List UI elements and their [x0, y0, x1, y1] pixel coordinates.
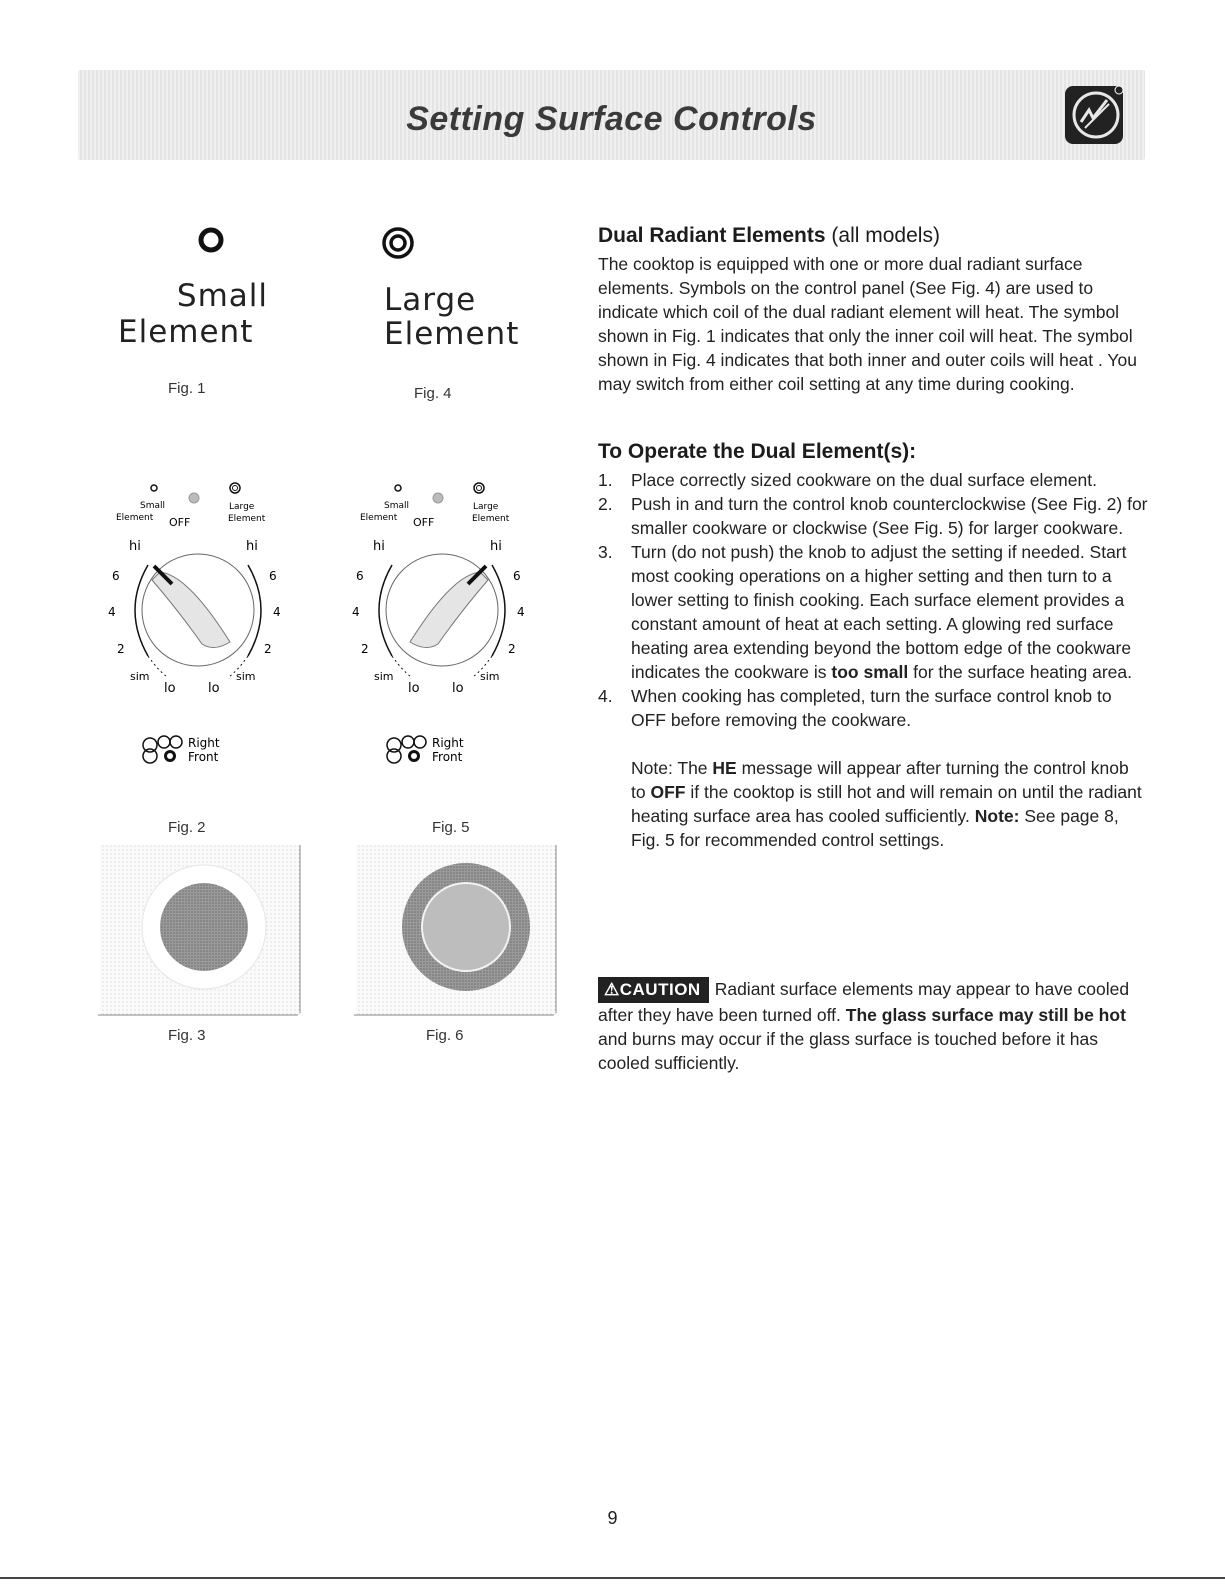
fig4-label-large: Large: [384, 282, 477, 318]
knob-hi-right: hi: [246, 539, 258, 554]
knob-4-right: 4: [273, 605, 281, 619]
knob-sim-right: sim: [236, 670, 256, 683]
warning-triangle-icon: ⚠: [604, 980, 620, 999]
caution-block: ⚠CAUTION Radiant surface elements may appear to have cooled after they have been turned off. The glass surface may still be hot and burns may occur if the glass surface is touched before it has cooled sufficiently.: [598, 979, 1130, 1073]
fig6-caption: Fig. 6: [426, 1027, 464, 1044]
fig1-label-element: Element: [118, 314, 254, 350]
fig1-label-small: Small: [176, 278, 268, 314]
knob-small-element-label: Element: [360, 513, 398, 523]
knob-small-element-label: Element: [116, 513, 154, 523]
list-item: 4. When cooking has completed, turn the surface control knob to OFF before removing the cookware.: [598, 686, 1112, 730]
cooktop-hand-icon: [1063, 82, 1125, 147]
knob-large-label: Large: [229, 502, 255, 512]
knob-right-label: Right: [188, 736, 220, 750]
operate-steps-list: [598, 468, 1148, 732]
knob-right-label: Right: [432, 736, 464, 750]
page-title: Setting Surface Controls: [406, 100, 817, 138]
list-item: 2. Push in and turn the control knob counterclockwise (See Fig. 2) for smaller cookware or clockwise (See Fig. 5) for larger cookware.: [598, 494, 1148, 538]
burner-layout-icon: [143, 738, 157, 752]
knob-front-label: Front: [188, 750, 219, 764]
knob-2-left: 2: [117, 642, 125, 656]
knob-sim-left: sim: [374, 670, 394, 683]
he-note: Note: The HE message will appear after turning the control knob to OFF if the cooktop is still hot and will remain on until the radiant heating surface area has cooled sufficiently. Note: See page 8, Fig. 5 for recommended control settings.: [631, 758, 1142, 850]
fig4-label-element: Element: [384, 316, 520, 352]
knob-sim-right: sim: [480, 670, 500, 683]
knob-4-left: 4: [108, 605, 116, 619]
small-element-symbol: [197, 226, 225, 254]
knob-hi-left: hi: [373, 539, 385, 554]
knob-2-left: 2: [361, 642, 369, 656]
knob-large-element-label: Element: [472, 514, 510, 524]
burner-layout-icon: [387, 738, 401, 752]
knob-6-right: 6: [269, 569, 277, 583]
knob-lo-left: lo: [408, 681, 420, 696]
knob-off-label: OFF: [413, 516, 435, 529]
knob-small-label: Small: [140, 501, 165, 511]
fig4-caption: Fig. 4: [414, 385, 452, 402]
section-heading-operate: To Operate the Dual Element(s):: [598, 440, 917, 463]
knob-large-label: Large: [473, 502, 499, 512]
knob-large-element-label: Element: [228, 514, 266, 524]
knob-4-left: 4: [352, 605, 360, 619]
indicator-light-icon: [189, 493, 199, 503]
cooktop-large-element-illustration: [354, 845, 560, 1019]
bottom-divider: [0, 1577, 1225, 1579]
small-element-mini-icon: [395, 485, 401, 491]
section-heading-dual-radiant: Dual Radiant Elements (all models): [598, 224, 940, 247]
list-item: 3. Turn (do not push) the knob to adjust the setting if needed. Start most cooking operations on a higher setting and then turn to a lower setting to finish cooking. Each surface element provides a constant amount of heat at each setting. A glowing red surface heating area extending beyond the bottom edge of the cookware indicates the cookware is too small for the surface heating area.: [598, 542, 1132, 682]
knob-4-right: 4: [517, 605, 525, 619]
knob-lo-right: lo: [208, 681, 220, 696]
knob-diagram-fig5: [352, 480, 532, 780]
knob-6-left: 6: [112, 569, 120, 583]
operate-section: [598, 440, 1148, 852]
fig5-caption: Fig. 5: [432, 819, 470, 836]
large-element-mini-icon: [474, 483, 484, 493]
small-element-mini-icon: [151, 485, 157, 491]
knob-small-label: Small: [384, 501, 409, 511]
cooktop-small-element-illustration: [98, 845, 304, 1019]
knob-2-right: 2: [508, 642, 516, 656]
knob-front-label: Front: [432, 750, 463, 764]
knob-off-label: OFF: [169, 516, 191, 529]
list-item: 1. Place correctly sized cookware on the dual surface element.: [598, 470, 1097, 490]
fig2-caption: Fig. 2: [168, 819, 206, 836]
section-body-dual-radiant: The cooktop is equipped with one or more dual radiant surface elements. Symbols on the control panel (See Fig. 4) are used to indicate which coil of the dual radiant element will heat. The symbol shown in Fig. 1 indicates that only the inner coil will heat. The symbol shown in Fig. 4 indicates that both inner and outer coils will heat . You may switch from either coil setting at any time during cooking.: [598, 254, 1137, 394]
fig3-caption: Fig. 3: [168, 1027, 206, 1044]
knob-sim-left: sim: [130, 670, 150, 683]
knob-hi-right: hi: [490, 539, 502, 554]
knob-hi-left: hi: [129, 539, 141, 554]
dual-radiant-section: [598, 224, 1148, 396]
fig1-caption: Fig. 1: [168, 380, 206, 397]
knob-2-right: 2: [264, 642, 272, 656]
header-banner: [78, 70, 1145, 160]
large-element-mini-icon: [230, 483, 240, 493]
indicator-light-icon: [433, 493, 443, 503]
knob-diagram-fig2: [108, 480, 288, 780]
knob-lo-left: lo: [164, 681, 176, 696]
knob-6-right: 6: [513, 569, 521, 583]
knob-6-left: 6: [356, 569, 364, 583]
caution-badge: ⚠CAUTION: [598, 977, 709, 1003]
knob-lo-right: lo: [452, 681, 464, 696]
page-number: 9: [607, 1508, 618, 1528]
large-element-symbol: [381, 226, 415, 260]
